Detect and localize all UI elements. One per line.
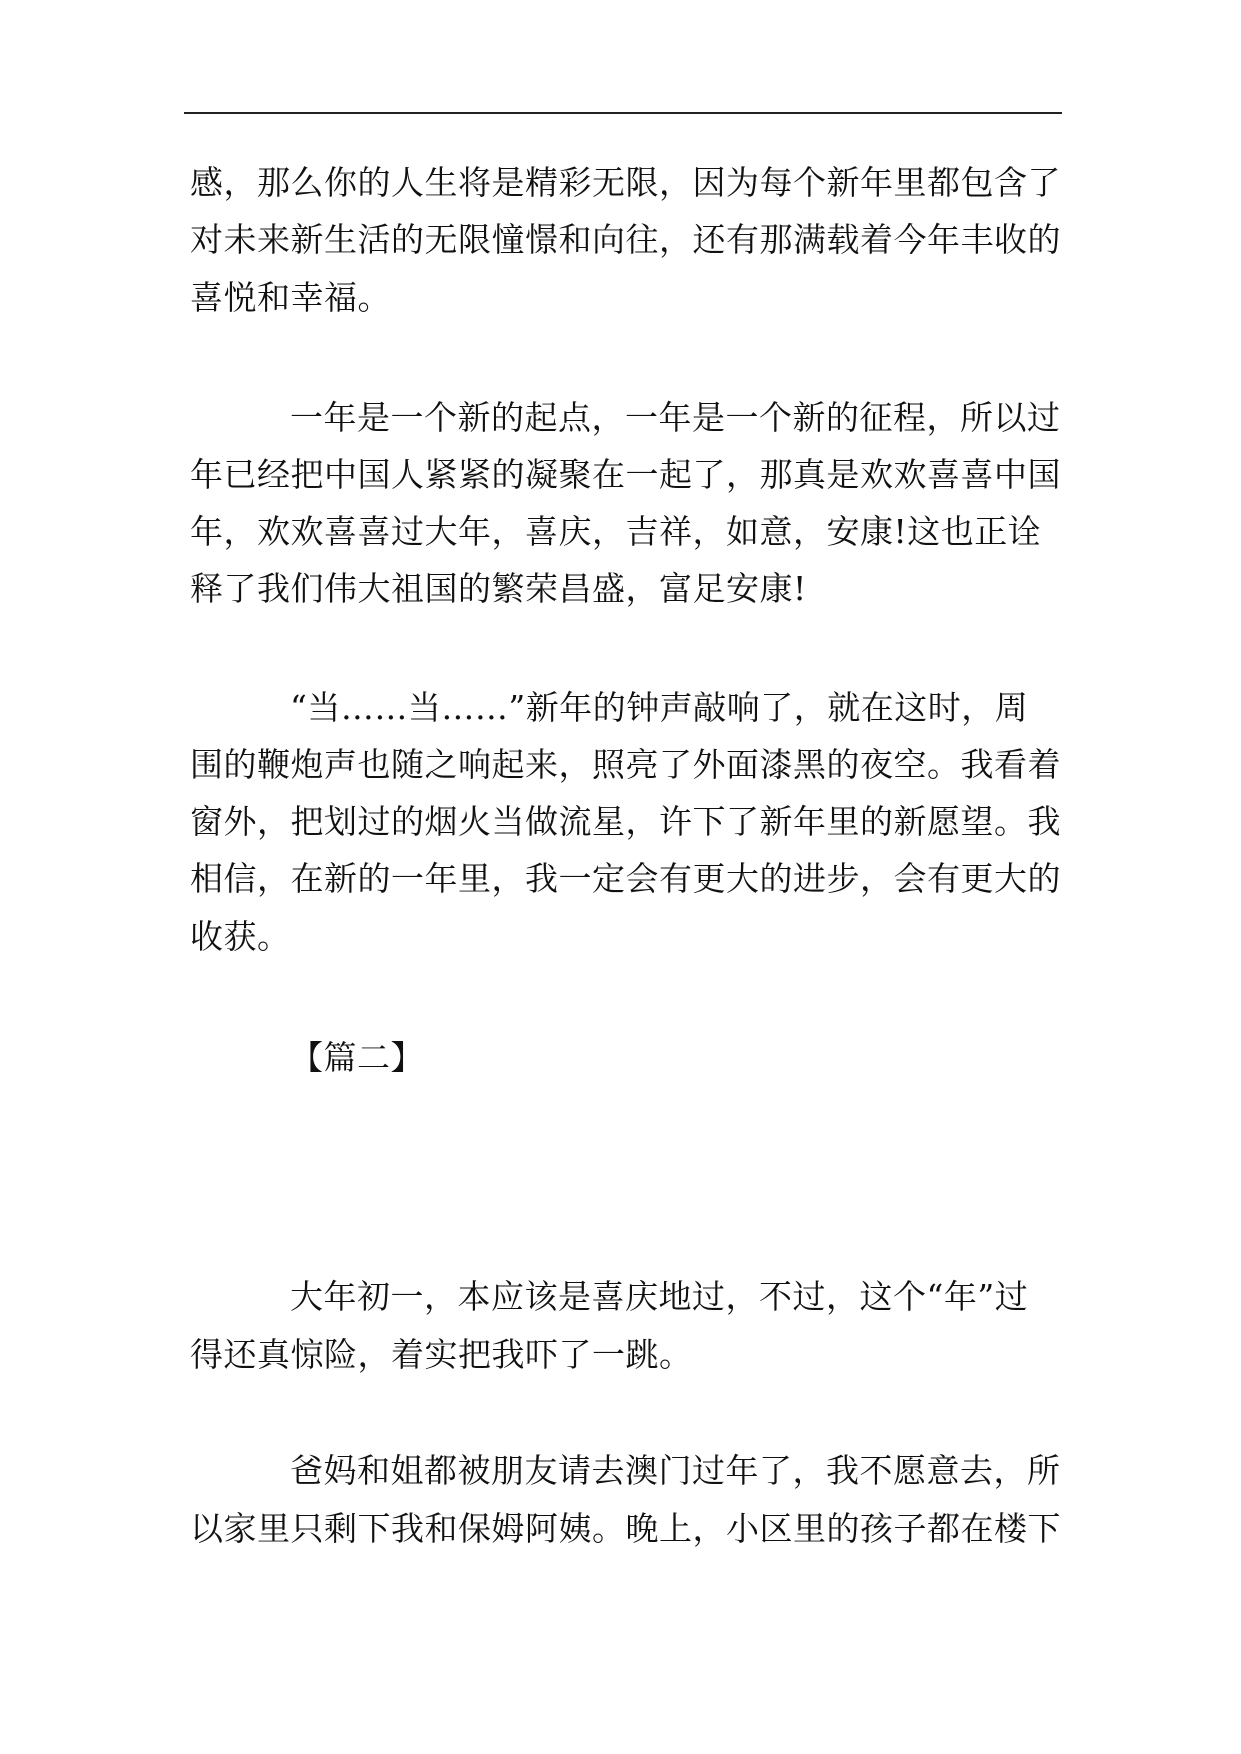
paragraph-3-line-2: 围的鞭炮声也随之响起来，照亮了外面漆黑的夜空。我看着 [190, 745, 1061, 784]
paragraph-1-line-3: 喜悦和幸福。 [190, 278, 391, 317]
header-rule [184, 112, 1062, 114]
paragraph-6-line-2: 以家里只剩下我和保姆阿姨。晚上，小区里的孩子都在楼下 [190, 1509, 1061, 1548]
paragraph-5-line-2: 得还真惊险，着实把我吓了一跳。 [190, 1335, 693, 1374]
paragraph-3-line-3: 窗外，把划过的烟火当做流星，许下了新年里的新愿望。我 [190, 802, 1061, 841]
section-heading: 【篇二】 [290, 1038, 424, 1077]
paragraph-6-line-1: 爸妈和姐都被朋友请去澳门过年了，我不愿意去，所 [290, 1451, 1061, 1490]
paragraph-5-line-1: 大年初一，本应该是喜庆地过，不过，这个“年”过 [290, 1277, 1029, 1316]
paragraph-2-line-3: 年，欢欢喜喜过大年，喜庆，吉祥，如意，安康!这也正诠 [190, 512, 1042, 551]
paragraph-3-line-1: “当……当……”新年的钟声敲响了，就在这时，周 [290, 688, 1029, 727]
paragraph-1-line-1: 感，那么你的人生将是精彩无限，因为每个新年里都包含了 [190, 163, 1061, 202]
paragraph-3-line-5: 收获。 [190, 917, 291, 956]
paragraph-2-line-2: 年已经把中国人紧紧的凝聚在一起了，那真是欢欢喜喜中国 [190, 455, 1061, 494]
paragraph-2-line-1: 一年是一个新的起点，一年是一个新的征程，所以过 [290, 398, 1061, 437]
paragraph-1-line-2: 对未来新生活的无限憧憬和向往，还有那满载着今年丰收的 [190, 220, 1061, 259]
paragraph-2-line-4: 释了我们伟大祖国的繁荣昌盛，富足安康! [190, 569, 807, 608]
paragraph-3-line-4: 相信，在新的一年里，我一定会有更大的进步，会有更大的 [190, 859, 1061, 898]
